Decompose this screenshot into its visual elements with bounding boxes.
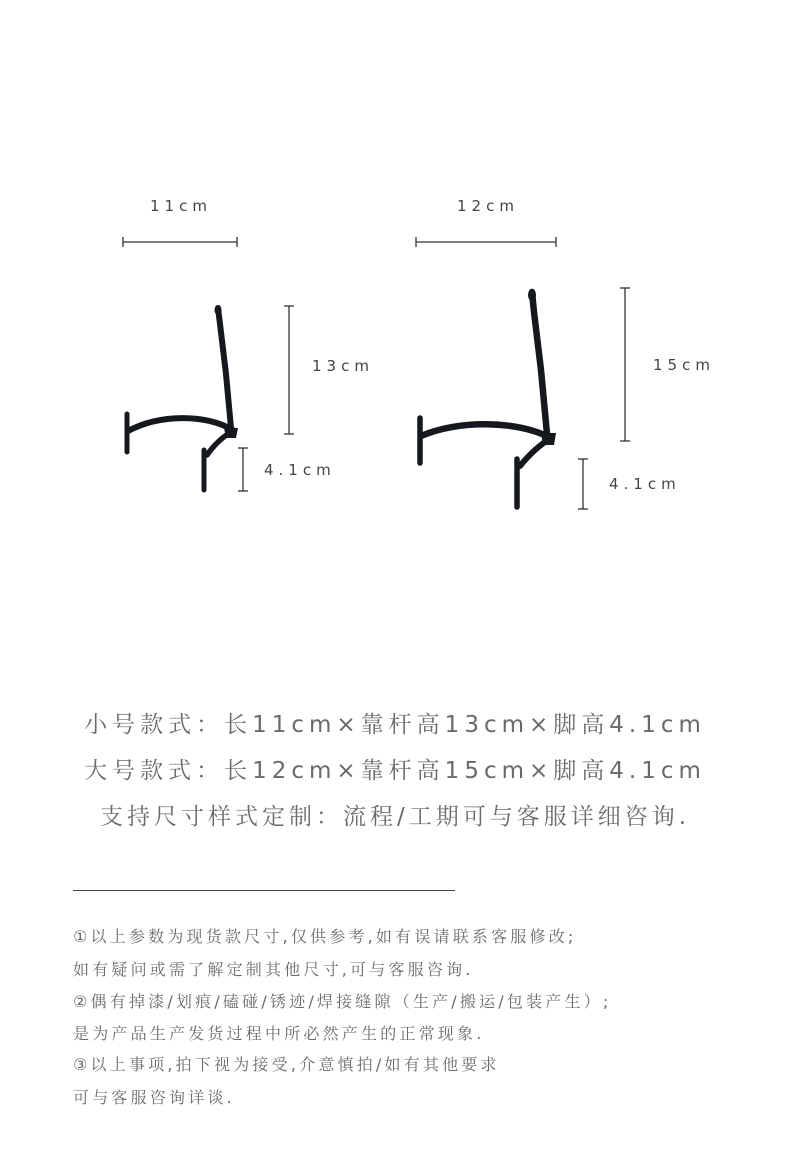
large-height-dimension-line: [620, 288, 630, 441]
note-line-6: 可与客服咨询详谈.: [73, 1088, 235, 1107]
large-foot-dimension-line: [578, 459, 588, 509]
note-line-2: 如有疑问或需了解定制其他尺寸,可与客服咨询.: [73, 960, 474, 979]
spec-small: 小号款式：长11cm×靠杆高13cm×脚高4.1cm: [84, 712, 706, 738]
large-height-label: 15cm: [653, 356, 715, 374]
spec-large: 大号款式：长12cm×靠杆高15cm×脚高4.1cm: [84, 758, 706, 784]
small-foot-label: 4.1cm: [264, 461, 336, 479]
large-width-dimension-line: [416, 237, 556, 247]
divider: [73, 890, 455, 891]
spec-custom: 支持尺寸样式定制：流程/工期可与客服详细咨询.: [99, 804, 691, 830]
small-height-label: 13cm: [312, 357, 374, 375]
note-line-1: ①以上参数为现货款尺寸,仅供参考,如有误请联系客服修改;: [73, 927, 577, 946]
small-width-dimension-line: [123, 237, 237, 247]
small-height-dimension-line: [284, 306, 294, 434]
note-line-4: 是为产品生产发货过程中所必然产生的正常现象.: [73, 1024, 485, 1043]
large-width-label: 12cm: [457, 197, 519, 215]
large-stand: [420, 289, 556, 507]
note-line-5: ③以上事项,拍下视为接受,介意慎拍/如有其他要求: [73, 1055, 500, 1074]
large-foot-label: 4.1cm: [609, 475, 681, 493]
small-foot-dimension-line: [238, 448, 248, 491]
small-stand: [127, 305, 238, 490]
note-line-3: ②偶有掉漆/划痕/磕碰/锈迹/焊接缝隙（生产/搬运/包装产生）;: [73, 992, 612, 1011]
small-width-label: 11cm: [150, 197, 212, 215]
